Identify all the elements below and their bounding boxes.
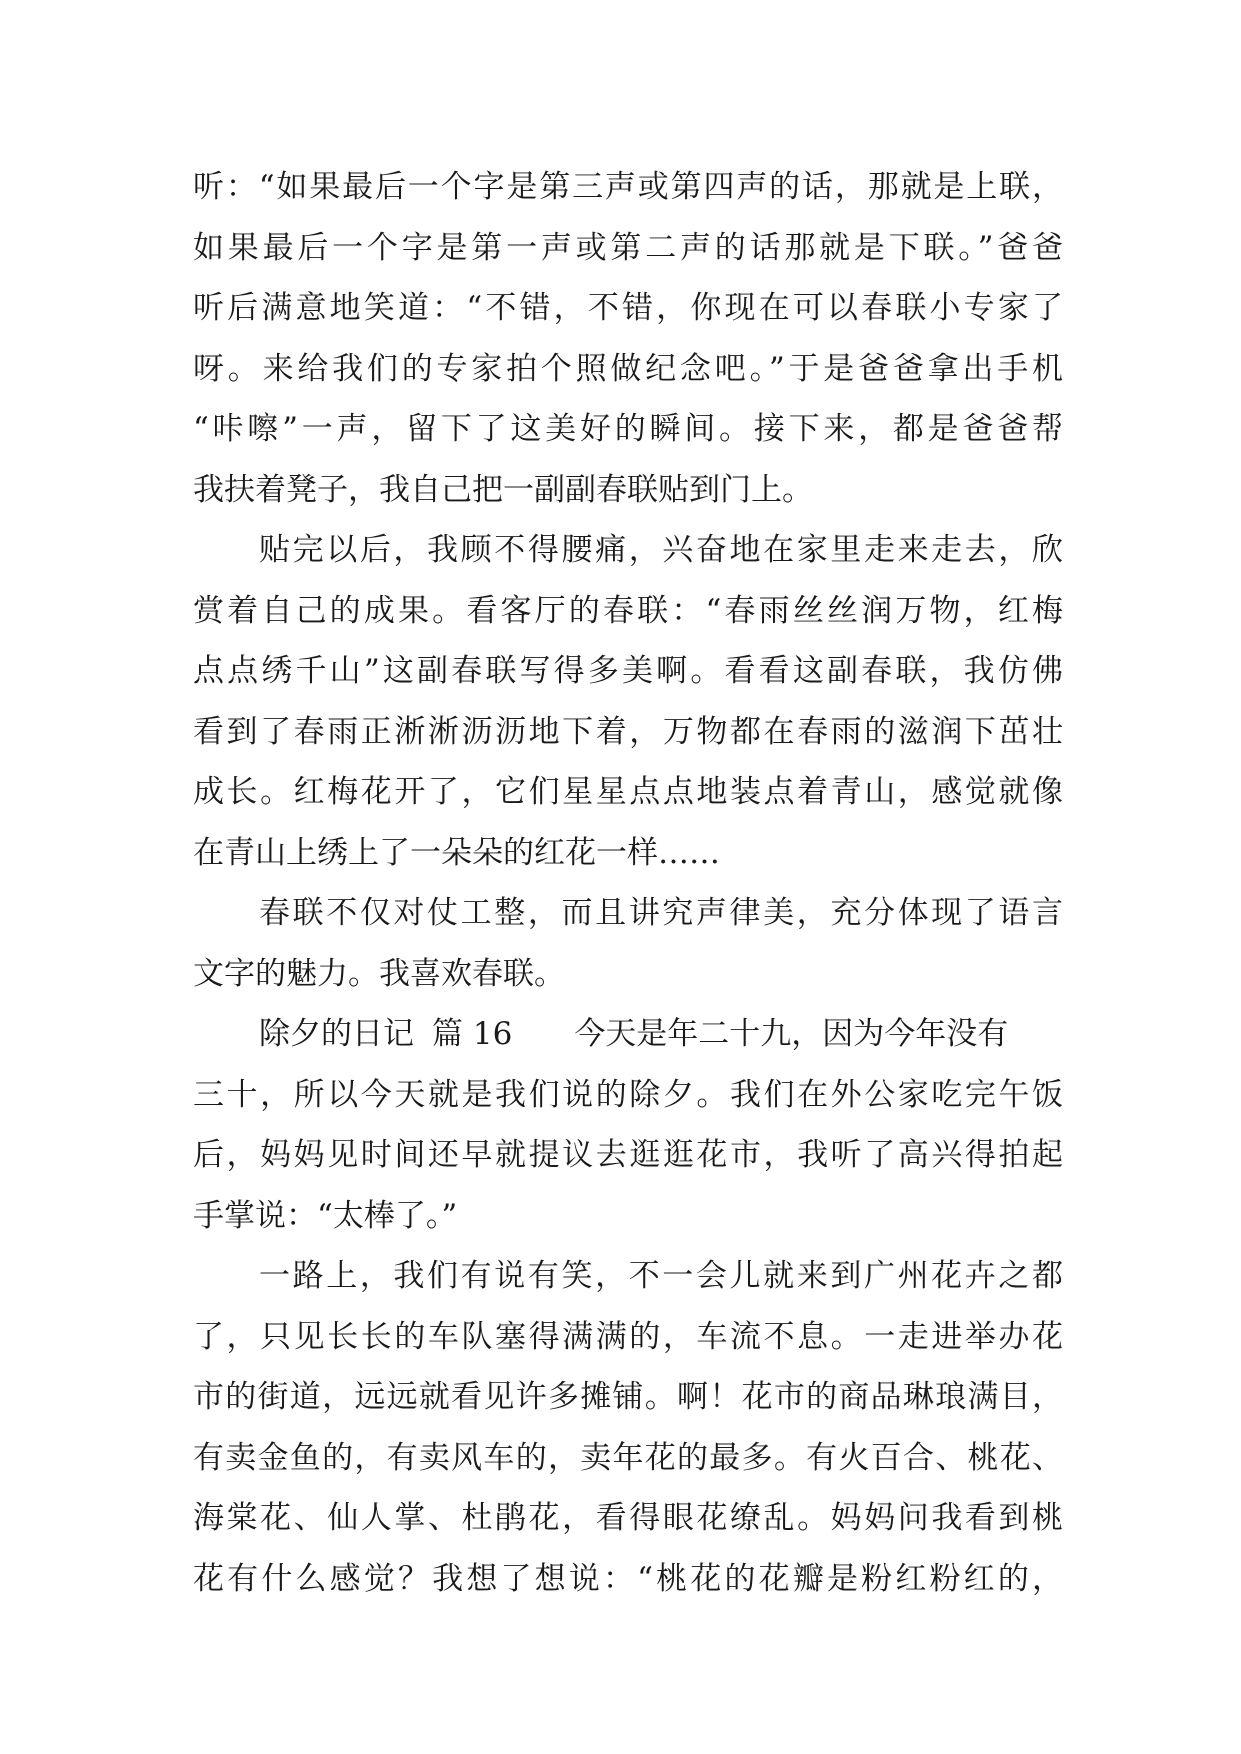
text-line: 后，妈妈见时间还早就提议去逛逛花市，我听了高兴得拍起 [193,1137,1063,1173]
text-line: 看到了春雨正淅淅沥沥地下着，万物都在春雨的滋润下茁壮 [193,713,1063,750]
text-line: 点点绣千山”这副春联写得多美啊。看看这副春联，我仿佛 [193,653,1063,689]
section-number: 篇 16 [432,1016,513,1052]
text-line: 在青山上绣上了一朵朵的红花一样…… [193,834,720,871]
text-line: 手掌说：“太棒了。” [193,1197,458,1234]
text-line: 文字的魅力。我喜欢春联。 [193,955,565,992]
text-line: 赏着自己的成果。看客厅的春联：“春雨丝丝润万物，红梅 [193,592,1063,629]
text-line: 三十，所以今天就是我们说的除夕。我们在外公家吃完午饭 [193,1076,1063,1113]
text-line: 一路上，我们有说有笑，不一会儿就来到广州花卉之都 [259,1258,1063,1294]
text-line: 市的街道，远远就看见许多摊铺。啊！花市的商品琳琅满目， [193,1379,1063,1415]
section-title: 除夕的日记 [259,1016,414,1052]
text-line: 我扶着凳子，我自己把一副副春联贴到门上。 [193,471,813,508]
text-line: 有卖金鱼的，有卖风车的，卖年花的最多。有火百合、桃花、 [193,1439,1063,1476]
text-line: 呀。来给我们的专家拍个照做纪念吧。”于是爸爸拿出手机 [193,350,1063,387]
text-line: 成长。红梅花开了，它们星星点点地装点着青山，感觉就像 [193,774,1063,810]
document-body [193,157,1063,1609]
text-line: 贴完以后，我顾不得腰痛，兴奋地在家里走来走去，欣 [259,532,1063,568]
section-heading-line [193,1004,1063,1065]
text-line: 海棠花、仙人掌、杜鹃花，看得眼花缭乱。妈妈问我看到桃 [193,1500,1063,1536]
text-line: 花有什么感觉？我想了想说：“桃花的花瓣是粉红粉红的， [193,1560,1063,1597]
text-line: 听：“如果最后一个字是第三声或第四声的话，那就是上联， [193,169,1063,205]
text-line: 了，只见长长的车队塞得满满的，车流不息。一走进举办花 [193,1318,1063,1355]
section-first-text: 今天是年二十九，因为今年没有 [574,1016,1009,1052]
text-line: 春联不仅对仗工整，而且讲究声律美，充分体现了语言 [259,895,1063,931]
text-line: 如果最后一个字是第一声或第二声的话那就是下联。”爸爸 [193,229,1063,266]
text-line: 听后满意地笑道：“不错，不错，你现在可以春联小专家了 [193,290,1063,326]
text-line: “咔嚓”一声，留下了这美好的瞬间。接下来，都是爸爸帮 [193,411,1063,447]
